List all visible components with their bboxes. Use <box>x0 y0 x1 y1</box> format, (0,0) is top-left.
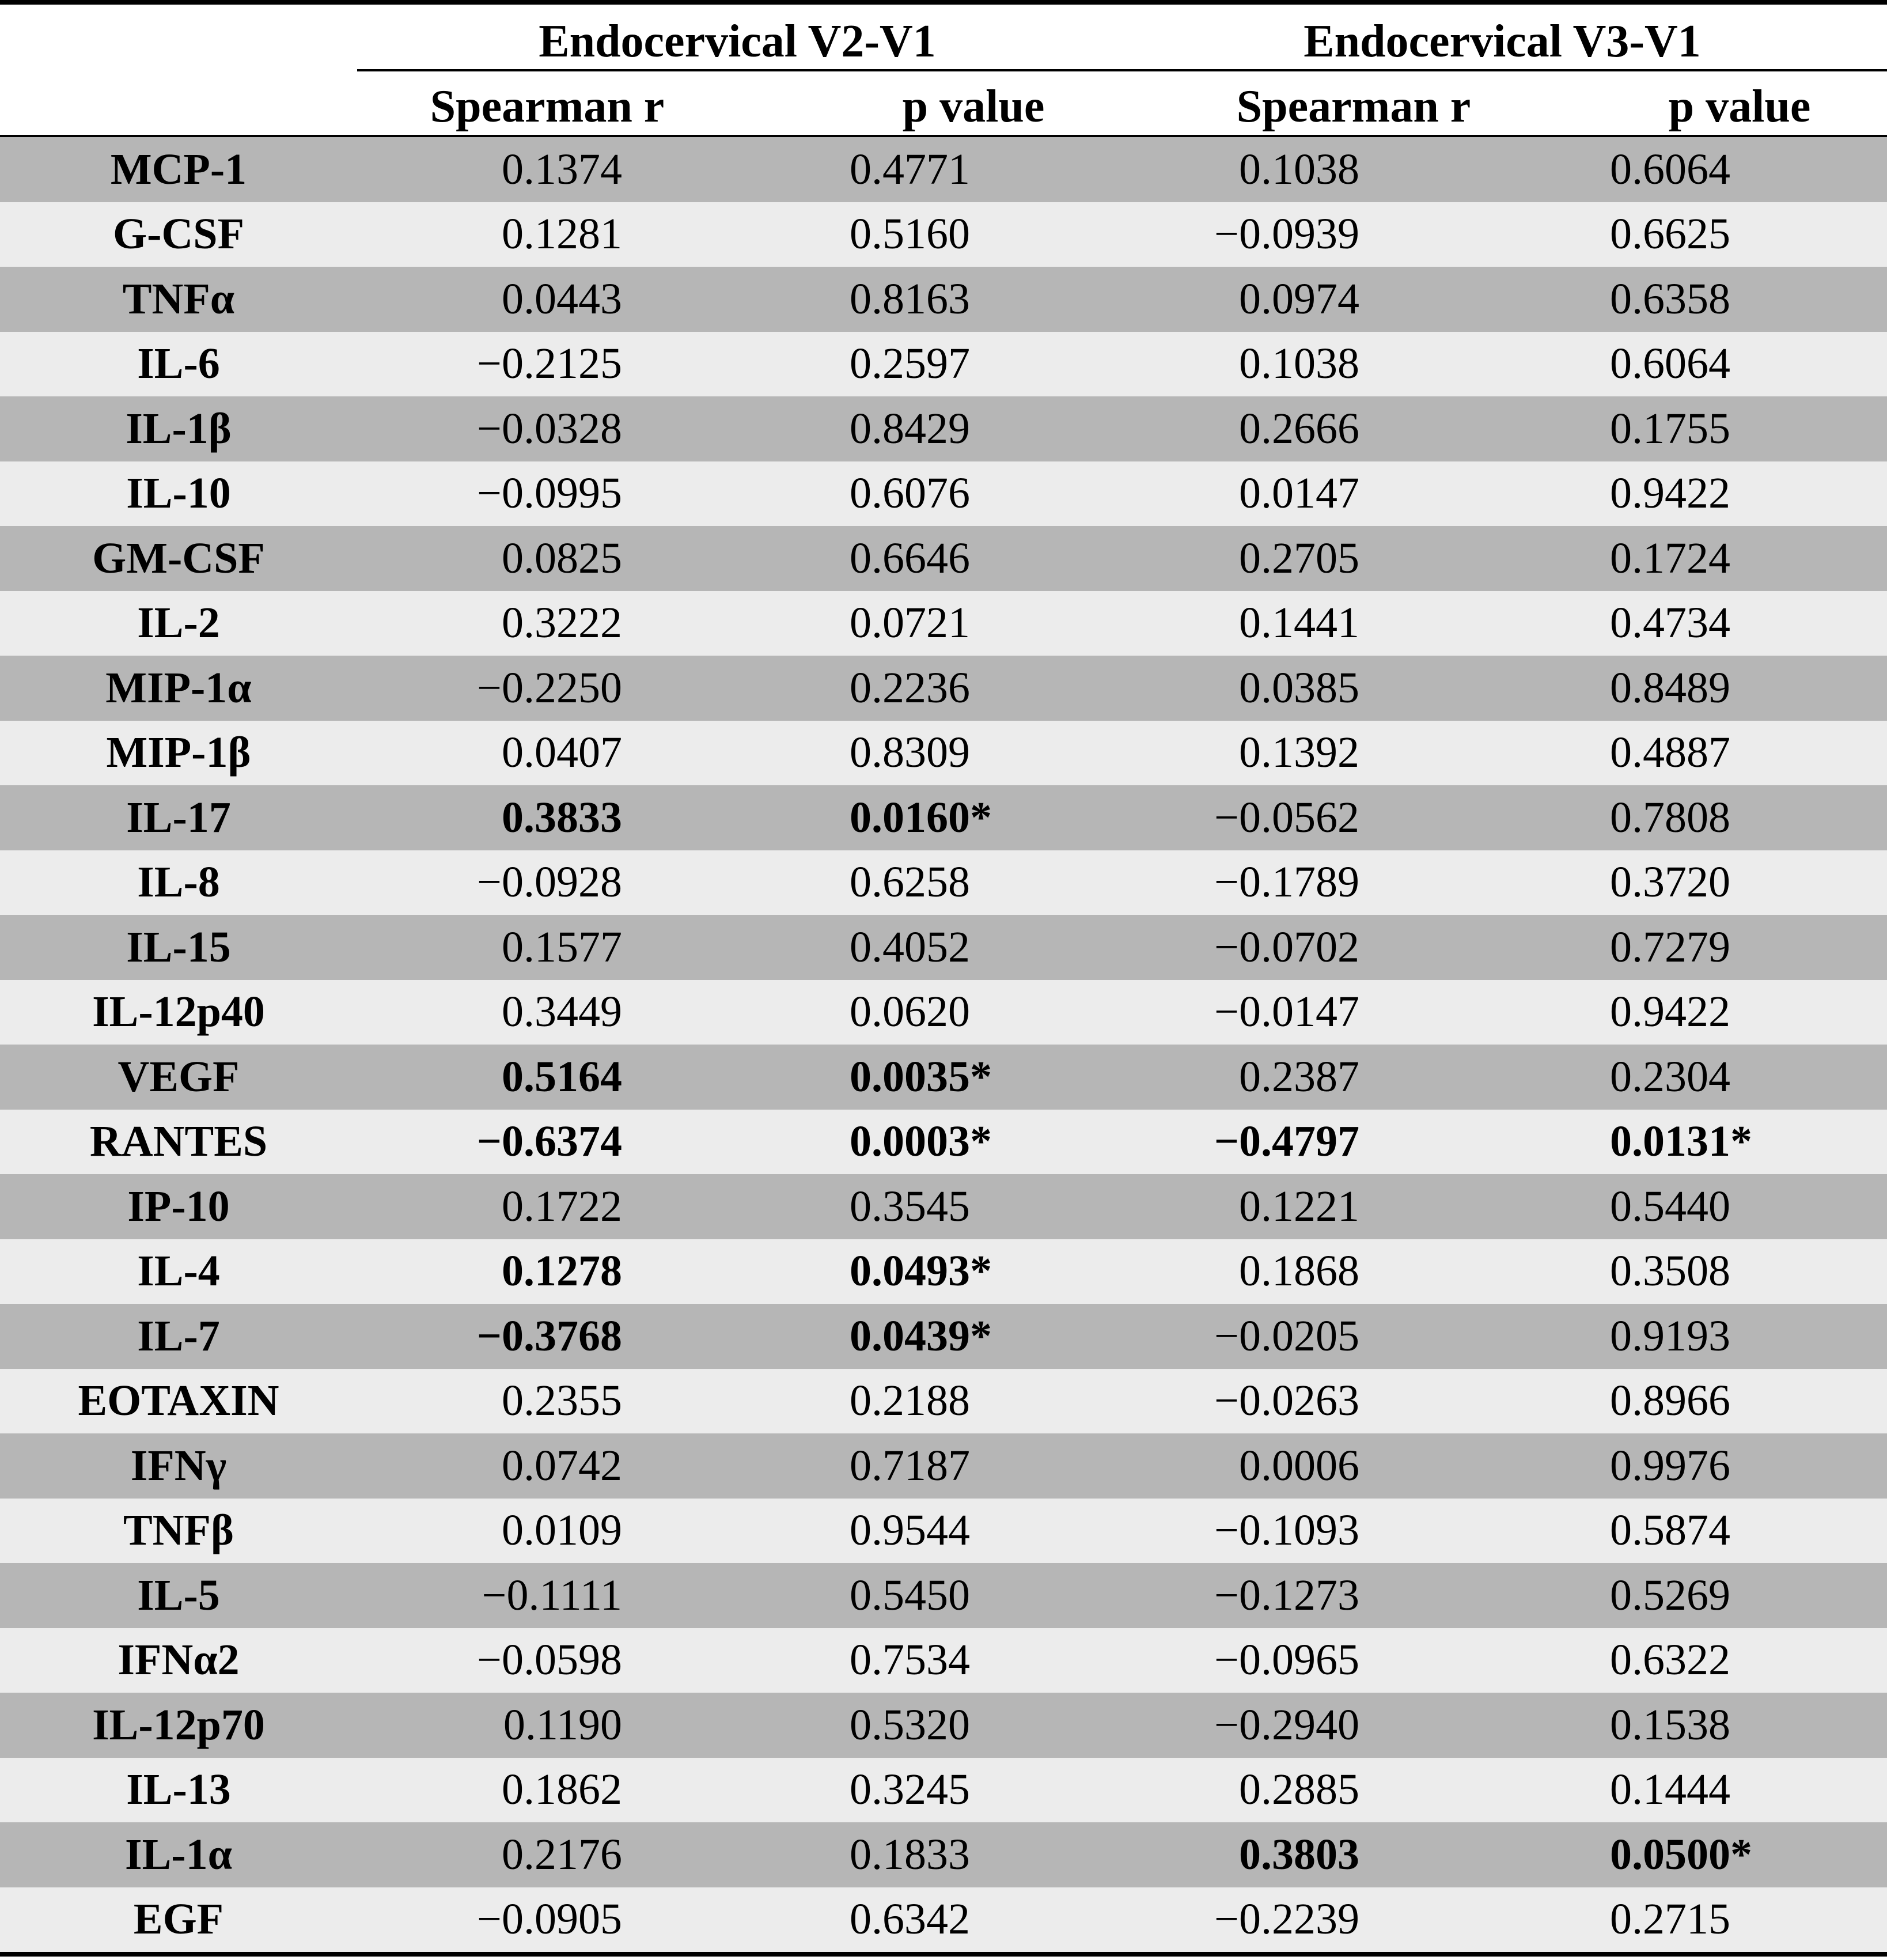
cytokine-name-cell: IFNγ <box>0 1433 357 1499</box>
p-value-v2-v1: 0.5450 <box>850 1571 970 1620</box>
spearman-r-v2-v1: 0.0109 <box>502 1506 622 1555</box>
cytokine-name-cell: TNFα <box>0 267 357 332</box>
spearman-r-v3-v1: 0.1038 <box>1239 145 1359 194</box>
spearman-r-v3-v1: −0.1093 <box>1214 1506 1359 1555</box>
spearman-r-v2-v1-cell <box>357 137 726 202</box>
spearman-r-v2-v1-cell <box>357 785 726 850</box>
p-value-v2-v1-cell <box>726 1239 1094 1304</box>
p-value-v3-v1: 0.3508 <box>1610 1247 1730 1296</box>
spearman-r-v2-v1-cell <box>357 1110 726 1175</box>
table-row <box>0 1758 1887 1823</box>
spearman-r-v2-v1: −0.0598 <box>477 1636 622 1685</box>
spearman-r-v2-v1: 0.1281 <box>502 210 622 259</box>
col-header-spearman-2: Spearman r <box>1236 81 1471 132</box>
cytokine-name-cell: IL-8 <box>0 850 357 915</box>
p-value-v3-v1: 0.9422 <box>1610 469 1730 518</box>
spearman-r-v2-v1-cell <box>357 526 726 591</box>
p-value-v3-v1-cell <box>1486 980 1887 1045</box>
spearman-r-v3-v1-cell <box>1094 1045 1486 1110</box>
table-row <box>0 1628 1887 1693</box>
table-row <box>0 980 1887 1045</box>
spearman-r-v2-v1: −0.0995 <box>477 469 622 518</box>
p-value-v3-v1: 0.5874 <box>1610 1506 1730 1555</box>
spearman-r-v3-v1-cell <box>1094 267 1486 332</box>
p-value-v2-v1-cell <box>726 1369 1094 1434</box>
spearman-r-v3-v1: 0.1221 <box>1239 1182 1359 1231</box>
spearman-r-v3-v1-cell <box>1094 1563 1486 1628</box>
spearman-r-v2-v1: 0.0407 <box>502 728 622 777</box>
spearman-r-v2-v1-cell <box>357 850 726 915</box>
col-header-pvalue-1: p value <box>902 81 1045 132</box>
p-value-v3-v1: 0.8489 <box>1610 663 1730 712</box>
p-value-v3-v1: 0.8966 <box>1610 1376 1730 1425</box>
p-value-v2-v1-cell <box>726 1110 1094 1175</box>
cytokine-name-cell: IL-7 <box>0 1304 357 1369</box>
p-value-v3-v1: 0.6322 <box>1610 1636 1730 1685</box>
spearman-r-v3-v1-cell <box>1094 1822 1486 1887</box>
p-value-v3-v1-cell <box>1486 591 1887 656</box>
p-value-v3-v1-cell <box>1486 1239 1887 1304</box>
spearman-r-v3-v1-cell <box>1094 461 1486 527</box>
p-value-v3-v1-cell <box>1486 1563 1887 1628</box>
table-row <box>0 396 1887 461</box>
spearman-r-v2-v1-cell <box>357 915 726 980</box>
table-row <box>0 202 1887 267</box>
p-value-v2-v1-cell <box>726 332 1094 397</box>
spearman-r-v3-v1: 0.2387 <box>1239 1052 1359 1101</box>
cytokine-name-cell: MIP-1α <box>0 656 357 721</box>
spearman-r-v3-v1: −0.0939 <box>1214 210 1359 259</box>
col-header-pvalue-2: p value <box>1668 81 1811 132</box>
spearman-r-v3-v1: 0.1441 <box>1239 599 1359 648</box>
spearman-r-v3-v1-cell <box>1094 1693 1486 1758</box>
table-row <box>0 1369 1887 1434</box>
p-value-v2-v1: 0.9544 <box>850 1506 970 1555</box>
p-value-v2-v1-cell <box>726 656 1094 721</box>
spearman-r-v3-v1: 0.2885 <box>1239 1765 1359 1814</box>
p-value-v2-v1: 0.0003* <box>850 1117 992 1166</box>
p-value-v2-v1: 0.0160* <box>850 793 992 842</box>
spearman-r-v2-v1: 0.0825 <box>502 533 622 582</box>
p-value-v3-v1-cell <box>1486 1304 1887 1369</box>
table-row <box>0 1887 1887 1953</box>
p-value-v2-v1: 0.0620 <box>850 987 970 1036</box>
table-row <box>0 721 1887 786</box>
spearman-r-v2-v1: 0.1278 <box>502 1247 622 1296</box>
table-row <box>0 1239 1887 1304</box>
table-row <box>0 591 1887 656</box>
table-row <box>0 332 1887 397</box>
p-value-v2-v1: 0.5320 <box>850 1700 970 1749</box>
spearman-r-v2-v1: 0.1862 <box>502 1765 622 1814</box>
spearman-r-v2-v1-cell <box>357 396 726 461</box>
spearman-r-v2-v1-cell <box>357 1045 726 1110</box>
spearman-r-v3-v1: 0.1038 <box>1239 339 1359 388</box>
spearman-r-v3-v1-cell <box>1094 1433 1486 1499</box>
p-value-v2-v1: 0.0493* <box>850 1247 992 1296</box>
spearman-r-v2-v1: −0.1111 <box>482 1571 622 1620</box>
p-value-v3-v1-cell <box>1486 1369 1887 1434</box>
table-row <box>0 1693 1887 1758</box>
spearman-r-v3-v1: −0.0562 <box>1214 793 1359 842</box>
spearman-r-v3-v1-cell <box>1094 785 1486 850</box>
p-value-v3-v1: 0.9422 <box>1610 987 1730 1036</box>
cytokine-name-cell: IL-10 <box>0 461 357 527</box>
spearman-r-v3-v1: −0.2239 <box>1214 1895 1359 1944</box>
p-value-v2-v1: 0.1833 <box>850 1830 970 1879</box>
p-value-v2-v1-cell <box>726 1174 1094 1239</box>
p-value-v3-v1: 0.6358 <box>1610 274 1730 323</box>
p-value-v2-v1: 0.8309 <box>850 728 970 777</box>
p-value-v2-v1: 0.6646 <box>850 533 970 582</box>
spearman-r-v2-v1: 0.0742 <box>502 1441 622 1490</box>
spearman-r-v3-v1: −0.2940 <box>1214 1700 1359 1749</box>
spearman-r-v3-v1-cell <box>1094 137 1486 202</box>
cytokine-name-cell: IL-13 <box>0 1758 357 1823</box>
p-value-v3-v1: 0.3720 <box>1610 858 1730 907</box>
spearman-r-v3-v1: 0.0147 <box>1239 469 1359 518</box>
spearman-r-v3-v1-cell <box>1094 656 1486 721</box>
p-value-v2-v1: 0.2597 <box>850 339 970 388</box>
p-value-v2-v1-cell <box>726 202 1094 267</box>
spearman-r-v3-v1: −0.1789 <box>1214 858 1359 907</box>
spearman-r-v2-v1-cell <box>357 656 726 721</box>
spearman-r-v2-v1: 0.2355 <box>502 1376 622 1425</box>
p-value-v2-v1-cell <box>726 137 1094 202</box>
spearman-r-v2-v1-cell <box>357 267 726 332</box>
spearman-r-v3-v1-cell <box>1094 1758 1486 1823</box>
spearman-r-v3-v1: −0.4797 <box>1214 1117 1359 1166</box>
spearman-r-v2-v1-cell <box>357 1433 726 1499</box>
table-row <box>0 137 1887 202</box>
spearman-r-v2-v1-cell <box>357 461 726 527</box>
spearman-r-v2-v1-cell <box>357 1822 726 1887</box>
p-value-v2-v1: 0.2236 <box>850 663 970 712</box>
bottom-rule <box>0 1952 1887 1957</box>
spearman-r-v2-v1-cell <box>357 1239 726 1304</box>
cytokine-name-cell: IL-4 <box>0 1239 357 1304</box>
p-value-v2-v1-cell <box>726 526 1094 591</box>
p-value-v3-v1-cell <box>1486 1433 1887 1499</box>
spearman-r-v3-v1-cell <box>1094 1369 1486 1434</box>
p-value-v2-v1: 0.7534 <box>850 1636 970 1685</box>
spearman-r-v2-v1: −0.3768 <box>476 1311 622 1360</box>
p-value-v2-v1-cell <box>726 1628 1094 1693</box>
cytokine-name-cell: TNFβ <box>0 1499 357 1564</box>
cytokine-name-cell: IL-17 <box>0 785 357 850</box>
spearman-r-v2-v1: 0.3222 <box>502 599 622 648</box>
p-value-v2-v1-cell <box>726 1304 1094 1369</box>
p-value-v2-v1: 0.0721 <box>850 599 970 648</box>
p-value-v3-v1-cell <box>1486 1887 1887 1953</box>
spearman-r-v2-v1: 0.3449 <box>502 987 622 1036</box>
table-row <box>0 461 1887 527</box>
p-value-v2-v1-cell <box>726 1499 1094 1564</box>
table-row <box>0 267 1887 332</box>
cytokine-name-cell: IL-1β <box>0 396 357 461</box>
p-value-v3-v1: 0.4887 <box>1610 728 1730 777</box>
cytokine-name-cell: IL-5 <box>0 1563 357 1628</box>
spearman-r-v2-v1: −0.2125 <box>477 339 622 388</box>
p-value-v2-v1: 0.6258 <box>850 858 970 907</box>
p-value-v2-v1: 0.2188 <box>850 1376 970 1425</box>
p-value-v3-v1: 0.4734 <box>1610 599 1730 648</box>
cytokine-name-cell: MIP-1β <box>0 721 357 786</box>
spearman-r-v3-v1: −0.0702 <box>1214 922 1359 971</box>
spearman-r-v2-v1: 0.5164 <box>502 1052 622 1101</box>
spearman-r-v2-v1: 0.2176 <box>502 1830 622 1879</box>
spearman-r-v2-v1-cell <box>357 1887 726 1953</box>
p-value-v3-v1: 0.9193 <box>1610 1311 1730 1360</box>
p-value-v2-v1-cell <box>726 1758 1094 1823</box>
cytokine-name-cell: IL-15 <box>0 915 357 980</box>
col-header-spearman-1: Spearman r <box>430 81 665 132</box>
p-value-v3-v1-cell <box>1486 1045 1887 1110</box>
spearman-r-v2-v1-cell <box>357 1758 726 1823</box>
spearman-r-v2-v1-cell <box>357 721 726 786</box>
p-value-v3-v1: 0.7808 <box>1610 793 1730 842</box>
cytokine-correlation-table <box>0 137 1887 1952</box>
p-value-v3-v1-cell <box>1486 396 1887 461</box>
p-value-v2-v1-cell <box>726 915 1094 980</box>
p-value-v2-v1-cell <box>726 721 1094 786</box>
spearman-r-v3-v1: 0.0974 <box>1239 274 1359 323</box>
table-row <box>0 1110 1887 1175</box>
group-header-v3-v1: Endocervical V3-V1 <box>1304 16 1701 67</box>
spearman-r-v2-v1: 0.3833 <box>502 793 622 842</box>
spearman-r-v2-v1: 0.1374 <box>502 145 622 194</box>
p-value-v2-v1: 0.6342 <box>850 1895 970 1944</box>
p-value-v3-v1: 0.1755 <box>1610 404 1730 453</box>
group-header-v2-v1: Endocervical V2-V1 <box>539 16 936 67</box>
spearman-r-v3-v1-cell <box>1094 1304 1486 1369</box>
spearman-r-v3-v1: 0.3803 <box>1239 1830 1359 1879</box>
spearman-r-v2-v1: −0.0905 <box>477 1895 622 1944</box>
spearman-r-v2-v1-cell <box>357 1369 726 1434</box>
table-row <box>0 850 1887 915</box>
table-row <box>0 1563 1887 1628</box>
spearman-r-v3-v1-cell <box>1094 980 1486 1045</box>
spearman-r-v3-v1-cell <box>1094 1887 1486 1953</box>
spearman-r-v3-v1: 0.2666 <box>1239 404 1359 453</box>
cytokine-name-cell: EOTAXIN <box>0 1369 357 1434</box>
spearman-r-v2-v1: 0.0443 <box>502 274 622 323</box>
spearman-r-v2-v1-cell <box>357 202 726 267</box>
spearman-r-v3-v1-cell <box>1094 332 1486 397</box>
p-value-v3-v1-cell <box>1486 785 1887 850</box>
p-value-v2-v1: 0.8429 <box>850 404 970 453</box>
p-value-v3-v1-cell <box>1486 1499 1887 1564</box>
cytokine-name-cell: EGF <box>0 1887 357 1953</box>
p-value-v3-v1: 0.6064 <box>1610 145 1730 194</box>
spearman-r-v3-v1-cell <box>1094 1110 1486 1175</box>
p-value-v2-v1-cell <box>726 1563 1094 1628</box>
p-value-v3-v1-cell <box>1486 1174 1887 1239</box>
p-value-v2-v1-cell <box>726 396 1094 461</box>
spearman-r-v3-v1: 0.0385 <box>1239 663 1359 712</box>
p-value-v3-v1: 0.5269 <box>1610 1571 1730 1620</box>
spearman-r-v2-v1-cell <box>357 1628 726 1693</box>
p-value-v2-v1: 0.4052 <box>850 922 970 971</box>
p-value-v3-v1: 0.9976 <box>1610 1441 1730 1490</box>
p-value-v3-v1-cell <box>1486 1758 1887 1823</box>
spearman-r-v2-v1: −0.0928 <box>477 858 622 907</box>
spearman-r-v3-v1: −0.0263 <box>1214 1376 1359 1425</box>
table-row <box>0 785 1887 850</box>
p-value-v3-v1: 0.1538 <box>1610 1700 1730 1749</box>
spearman-r-v2-v1: −0.2250 <box>477 663 622 712</box>
p-value-v2-v1: 0.6076 <box>850 469 970 518</box>
spearman-r-v2-v1-cell <box>357 332 726 397</box>
cytokine-name-cell: IL-6 <box>0 332 357 397</box>
p-value-v3-v1-cell <box>1486 267 1887 332</box>
p-value-v2-v1-cell <box>726 980 1094 1045</box>
p-value-v3-v1-cell <box>1486 656 1887 721</box>
p-value-v2-v1: 0.8163 <box>850 274 970 323</box>
p-value-v3-v1: 0.5440 <box>1610 1182 1730 1231</box>
p-value-v2-v1: 0.3545 <box>850 1182 970 1231</box>
spearman-r-v3-v1: −0.0965 <box>1214 1636 1359 1685</box>
p-value-v3-v1: 0.6625 <box>1610 210 1730 259</box>
spearman-r-v3-v1-cell <box>1094 591 1486 656</box>
p-value-v3-v1: 0.6064 <box>1610 339 1730 388</box>
p-value-v3-v1-cell <box>1486 526 1887 591</box>
spearman-r-v3-v1: −0.1273 <box>1214 1571 1359 1620</box>
table-row <box>0 915 1887 980</box>
cytokine-name-cell: IL-2 <box>0 591 357 656</box>
spearman-r-v2-v1-cell <box>357 1304 726 1369</box>
table-row <box>0 1433 1887 1499</box>
table-row <box>0 526 1887 591</box>
p-value-v2-v1: 0.0439* <box>850 1311 992 1360</box>
spearman-r-v3-v1-cell <box>1094 1499 1486 1564</box>
spearman-r-v3-v1-cell <box>1094 1174 1486 1239</box>
table-row <box>0 1822 1887 1887</box>
p-value-v2-v1-cell <box>726 461 1094 527</box>
p-value-v3-v1: 0.1444 <box>1610 1765 1730 1814</box>
p-value-v3-v1-cell <box>1486 915 1887 980</box>
p-value-v2-v1-cell <box>726 267 1094 332</box>
p-value-v3-v1-cell <box>1486 1822 1887 1887</box>
spearman-r-v2-v1: −0.0328 <box>477 404 622 453</box>
spearman-r-v3-v1-cell <box>1094 915 1486 980</box>
spearman-r-v3-v1-cell <box>1094 526 1486 591</box>
p-value-v2-v1-cell <box>726 1693 1094 1758</box>
spearman-r-v3-v1: −0.0205 <box>1214 1311 1359 1360</box>
p-value-v3-v1: 0.1724 <box>1610 533 1730 582</box>
spearman-r-v3-v1: −0.0147 <box>1214 987 1359 1036</box>
spearman-r-v3-v1: 0.0006 <box>1239 1441 1359 1490</box>
spearman-r-v2-v1-cell <box>357 591 726 656</box>
spearman-r-v3-v1-cell <box>1094 721 1486 786</box>
table-row <box>0 1499 1887 1564</box>
cytokine-name-cell: IP-10 <box>0 1174 357 1239</box>
p-value-v3-v1-cell <box>1486 850 1887 915</box>
p-value-v2-v1-cell <box>726 1433 1094 1499</box>
p-value-v3-v1: 0.7279 <box>1610 922 1730 971</box>
spearman-r-v3-v1-cell <box>1094 1628 1486 1693</box>
table-row <box>0 1174 1887 1239</box>
cytokine-name-cell: G-CSF <box>0 202 357 267</box>
spearman-r-v2-v1-cell <box>357 1693 726 1758</box>
spearman-r-v2-v1: 0.1190 <box>503 1700 622 1749</box>
cytokine-name-cell: IFNα2 <box>0 1628 357 1693</box>
cytokine-name-cell: VEGF <box>0 1045 357 1110</box>
spearman-r-v3-v1: 0.2705 <box>1239 533 1359 582</box>
p-value-v2-v1: 0.7187 <box>850 1441 970 1490</box>
spearman-r-v2-v1: −0.6374 <box>476 1117 622 1166</box>
spearman-r-v3-v1-cell <box>1094 396 1486 461</box>
cytokine-name-cell: IL-12p70 <box>0 1693 357 1758</box>
p-value-v3-v1-cell <box>1486 1628 1887 1693</box>
p-value-v2-v1-cell <box>726 1822 1094 1887</box>
cytokine-name-cell: IL-12p40 <box>0 980 357 1045</box>
spearman-r-v3-v1-cell <box>1094 1239 1486 1304</box>
p-value-v2-v1-cell <box>726 1887 1094 1953</box>
p-value-v2-v1-cell <box>726 785 1094 850</box>
spearman-r-v2-v1-cell <box>357 980 726 1045</box>
cytokine-name-cell: IL-1α <box>0 1822 357 1887</box>
spearman-r-v2-v1-cell <box>357 1174 726 1239</box>
p-value-v3-v1-cell <box>1486 461 1887 527</box>
spearman-r-v3-v1: 0.1392 <box>1239 728 1359 777</box>
p-value-v2-v1: 0.3245 <box>850 1765 970 1814</box>
cytokine-name-cell: MCP-1 <box>0 137 357 202</box>
p-value-v2-v1-cell <box>726 591 1094 656</box>
p-value-v3-v1: 0.2304 <box>1610 1052 1730 1101</box>
p-value-v3-v1: 0.0500* <box>1610 1830 1752 1879</box>
p-value-v3-v1-cell <box>1486 332 1887 397</box>
spearman-r-v3-v1-cell <box>1094 202 1486 267</box>
p-value-v2-v1-cell <box>726 1045 1094 1110</box>
p-value-v3-v1-cell <box>1486 721 1887 786</box>
table-row <box>0 656 1887 721</box>
spearman-r-v2-v1-cell <box>357 1499 726 1564</box>
table-row <box>0 1045 1887 1110</box>
p-value-v2-v1: 0.4771 <box>850 145 970 194</box>
spearman-r-v2-v1: 0.1577 <box>502 922 622 971</box>
cytokine-name-cell: RANTES <box>0 1110 357 1175</box>
p-value-v3-v1: 0.2715 <box>1610 1895 1730 1944</box>
spearman-r-v2-v1-cell <box>357 1563 726 1628</box>
spearman-r-v3-v1: 0.1868 <box>1239 1247 1359 1296</box>
group-rule <box>357 69 1887 71</box>
p-value-v2-v1: 0.5160 <box>850 210 970 259</box>
p-value-v2-v1-cell <box>726 850 1094 915</box>
cytokine-name-cell: GM-CSF <box>0 526 357 591</box>
p-value-v3-v1-cell <box>1486 137 1887 202</box>
p-value-v3-v1-cell <box>1486 1693 1887 1758</box>
p-value-v3-v1-cell <box>1486 202 1887 267</box>
top-rule <box>0 0 1887 5</box>
spearman-r-v3-v1-cell <box>1094 850 1486 915</box>
table-row <box>0 1304 1887 1369</box>
spearman-r-v2-v1: 0.1722 <box>502 1182 622 1231</box>
p-value-v3-v1: 0.0131* <box>1610 1117 1752 1166</box>
p-value-v3-v1-cell <box>1486 1110 1887 1175</box>
p-value-v2-v1: 0.0035* <box>850 1052 992 1101</box>
